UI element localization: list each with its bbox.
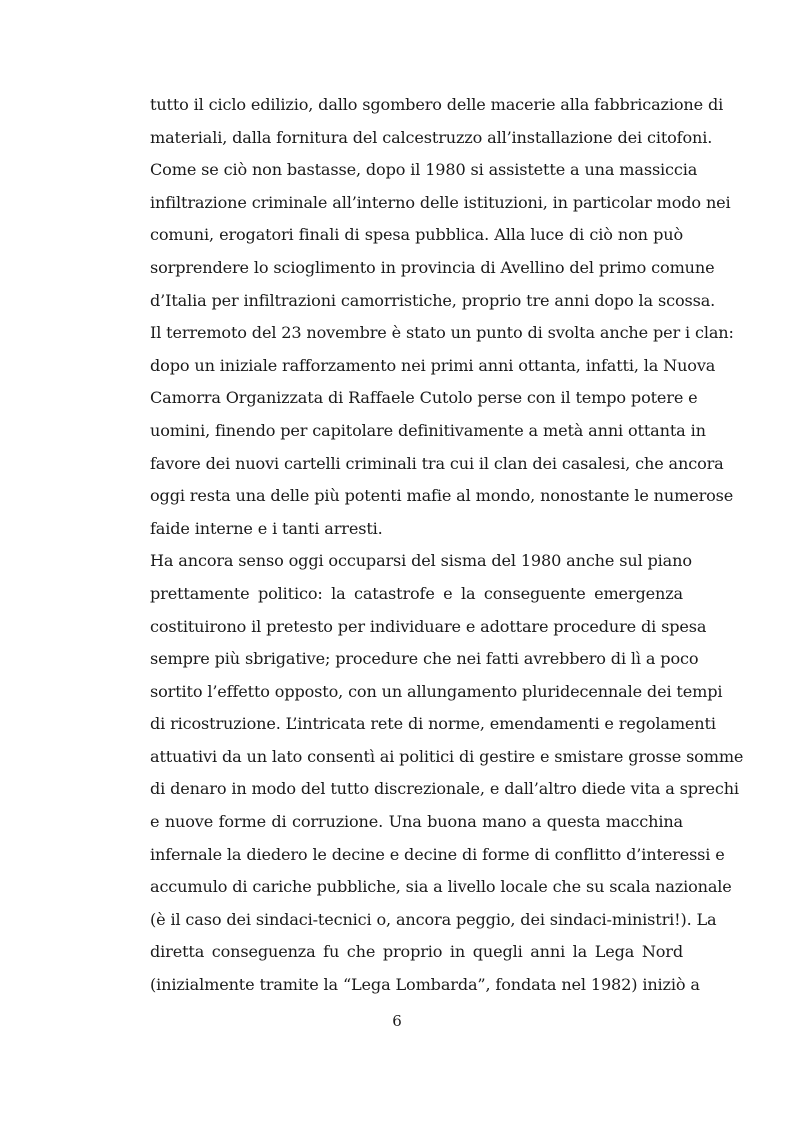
text-line: prettamente politico: la catastrofe e la conseguente emergenza [150,583,683,603]
text-line: Il terremoto del 23 novembre è stato un punto di svolta anche per i clan: [150,323,734,343]
text-line: uomini, finendo per capitolare definitivamente a metà anni ottanta in [150,420,706,440]
text-line: tutto il ciclo edilizio, dallo sgombero delle macerie alla fabbricazione di [150,95,724,114]
page-number: 6 [392,1012,402,1030]
text-line: faide interne e i tanti arresti. [150,518,383,538]
paragraph [150,545,744,1001]
paragraph [150,317,734,545]
text-line: sorprendere lo scioglimento in provincia di Avellino del primo comune [150,257,715,277]
text-line: attuativi da un lato consentì ai politici di gestire e smistare grosse somme [150,746,744,766]
text-line: di ricostruzione. L’intricata rete di norme, emendamenti e regolamenti [150,714,716,734]
text-line: oggi resta una delle più potenti mafie al mondo, nonostante le numerose [150,486,734,506]
text-line: accumulo di cariche pubbliche, sia a livello locale che su scala nazionale [150,877,732,897]
text-line: sempre più sbrigative; procedure che nei fatti avrebbero di lì a poco [150,649,699,669]
text-line: comuni, erogatori finali di spesa pubblica. Alla luce di ciò non può [150,225,683,245]
text-line: e nuove forme di corruzione. Una buona mano a questa macchina [150,812,683,832]
text-line: sortito l’effetto opposto, con un allungamento pluridecennale dei tempi [150,681,723,701]
text-line: Ha ancora senso oggi occuparsi del sisma del 1980 anche sul piano [150,551,692,571]
paragraph [150,89,731,317]
text-line: (inizialmente tramite la “Lega Lombarda”, fondata nel 1982) iniziò a [150,975,700,995]
text-line: infernale la diedero le decine e decine di forme di conflitto d’interessi e [150,844,725,864]
text-line: favore dei nuovi cartelli criminali tra cui il clan dei casalesi, che ancora [150,453,724,473]
text-line: dopo un iniziale rafforzamento nei primi anni ottanta, infatti, la Nuova [150,355,716,375]
text-line: Come se ciò non bastasse, dopo il 1980 si assistette a una massiccia [150,160,698,180]
text-line: costituirono il pretesto per individuare e adottare procedure di spesa [150,616,707,636]
text-line: di denaro in modo del tutto discrezionale, e dall’altro diede vita a sprechi [150,779,739,799]
text-line: d’Italia per infiltrazioni camorristiche, proprio tre anni dopo la scossa. [150,290,716,310]
text-line: diretta conseguenza fu che proprio in quegli anni la Lega Nord [150,942,683,962]
text-line: materiali, dalla fornitura del calcestruzzo all’installazione dei citofoni. [150,127,713,147]
text-line: Camorra Organizzata di Raffaele Cutolo perse con il tempo potere e [150,388,698,408]
body-text [150,89,744,1002]
text-line: (è il caso dei sindaci-tecnici o, ancora peggio, dei sindaci-ministri!). La [150,909,717,929]
text-line: infiltrazione criminale all’interno delle istituzioni, in particolar modo nei [150,192,731,212]
